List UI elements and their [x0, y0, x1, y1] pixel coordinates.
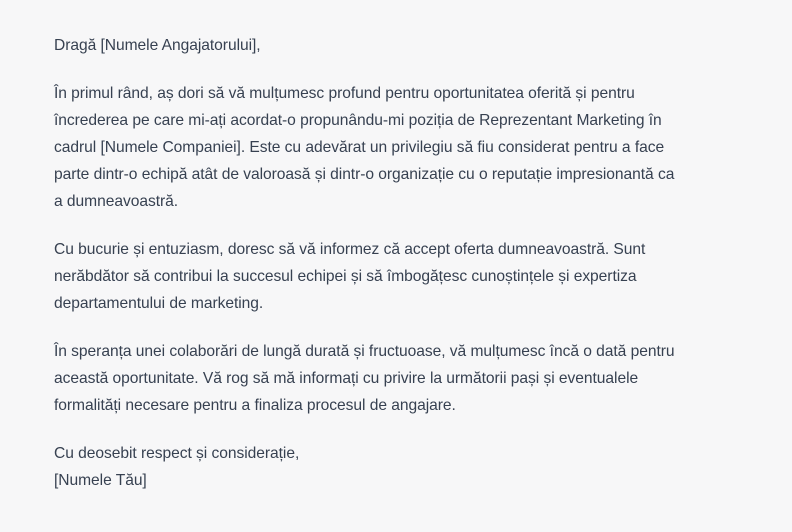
greeting: [54, 32, 774, 59]
paragraph-next-steps: [54, 338, 774, 419]
paragraph-line: a dumneavoastră.: [54, 193, 179, 210]
paragraph-gratitude: [54, 80, 774, 215]
paragraph-line: formalități necesare pentru a finaliza procesul de angajare.: [54, 397, 456, 414]
paragraph-line: nerăbdător să contribui la succesul echipei și să îmbogățesc cunoștințele și expertiza: [54, 268, 637, 285]
paragraph-line: încrederea pe care mi-ați acordat-o propunându-mi poziția de Reprezentant Marketing în: [54, 112, 662, 129]
paragraph-acceptance: [54, 236, 774, 317]
paragraph-line: departamentului de marketing.: [54, 295, 264, 312]
paragraph-line: cadrul [Numele Companiei]. Este cu adevărat un privilegiu să fiu considerat pentru a face: [54, 139, 665, 156]
paragraph-line: În speranța unei colaborări de lungă durată și fructuoase, vă mulțumesc încă o dată pentru: [54, 343, 675, 360]
paragraph-line: parte dintr-o echipă atât de valoroasă și dintr-o organizație cu o reputație impresionantă ca: [54, 166, 675, 183]
paragraph-line: această oportunitate. Vă rog să mă informați cu privire la următorii pași și eventualele: [54, 370, 639, 387]
sign-off: [54, 440, 774, 494]
greeting-text: Dragă [Numele Angajatorului],: [54, 37, 261, 54]
paragraph-line: În primul rând, aș dori să vă mulțumesc profund pentru oportunitatea oferită și pentru: [54, 85, 635, 102]
signature-name: [Numele Tău]: [54, 472, 147, 489]
closing-text: Cu deosebit respect și considerație,: [54, 445, 300, 462]
letter-body: [54, 32, 774, 494]
paragraph-line: Cu bucurie și entuziasm, doresc să vă informez că accept oferta dumneavoastră. Sunt: [54, 241, 646, 258]
